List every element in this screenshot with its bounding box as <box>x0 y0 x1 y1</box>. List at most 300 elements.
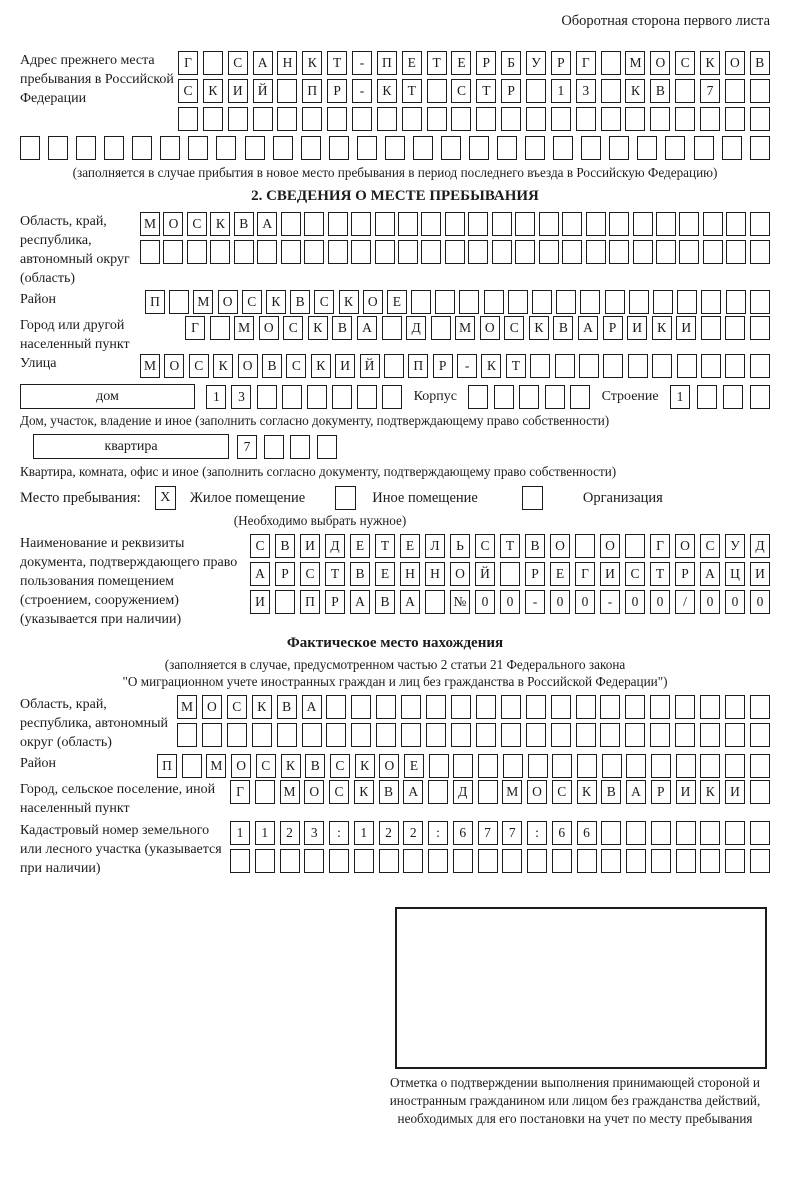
char-cell[interactable] <box>526 107 546 131</box>
char-cell[interactable] <box>478 754 498 778</box>
char-cell[interactable]: Р <box>433 354 453 378</box>
char-cell[interactable] <box>577 849 597 873</box>
house-number-boxes[interactable] <box>206 385 402 409</box>
char-cell[interactable]: Р <box>551 51 571 75</box>
char-cell[interactable] <box>750 754 770 778</box>
char-cell[interactable] <box>701 290 721 314</box>
char-cell[interactable]: 1 <box>354 821 374 845</box>
char-cell[interactable]: К <box>203 79 223 103</box>
char-cell[interactable] <box>468 385 488 409</box>
char-cell[interactable]: У <box>725 534 745 558</box>
char-cell[interactable]: О <box>231 754 251 778</box>
char-cell[interactable]: Т <box>325 562 345 586</box>
char-cell[interactable] <box>398 240 418 264</box>
char-cell[interactable] <box>413 136 433 160</box>
char-cell[interactable]: К <box>529 316 549 340</box>
char-cell[interactable]: А <box>403 780 423 804</box>
char-cell[interactable] <box>234 240 254 264</box>
char-cell[interactable]: М <box>140 354 160 378</box>
char-cell[interactable] <box>626 754 646 778</box>
char-cell[interactable] <box>726 290 746 314</box>
char-cell[interactable] <box>528 754 548 778</box>
char-cell[interactable] <box>650 695 670 719</box>
char-cell[interactable] <box>552 754 572 778</box>
actual-district-row[interactable] <box>157 754 770 778</box>
char-cell[interactable]: 1 <box>255 821 275 845</box>
document-row-2[interactable] <box>250 562 770 586</box>
char-cell[interactable]: 1 <box>206 385 226 409</box>
char-cell[interactable]: 1 <box>551 79 571 103</box>
char-cell[interactable] <box>725 79 745 103</box>
char-cell[interactable] <box>230 849 250 873</box>
char-cell[interactable] <box>451 723 471 747</box>
char-cell[interactable]: О <box>480 316 500 340</box>
char-cell[interactable] <box>351 695 371 719</box>
char-cell[interactable]: А <box>357 316 377 340</box>
char-cell[interactable] <box>651 821 671 845</box>
char-cell[interactable] <box>132 136 152 160</box>
char-cell[interactable]: Н <box>425 562 445 586</box>
char-cell[interactable] <box>675 695 695 719</box>
document-row-3[interactable] <box>250 590 770 614</box>
char-cell[interactable]: Т <box>402 79 422 103</box>
char-cell[interactable] <box>427 107 447 131</box>
char-cell[interactable]: С <box>504 316 524 340</box>
char-cell[interactable] <box>633 240 653 264</box>
char-cell[interactable] <box>725 354 745 378</box>
char-cell[interactable] <box>576 723 596 747</box>
char-cell[interactable] <box>750 849 770 873</box>
char-cell[interactable] <box>257 240 277 264</box>
char-cell[interactable] <box>750 212 770 236</box>
char-cell[interactable] <box>277 107 297 131</box>
char-cell[interactable] <box>492 212 512 236</box>
char-cell[interactable] <box>625 107 645 131</box>
char-cell[interactable]: Т <box>476 79 496 103</box>
char-cell[interactable]: М <box>234 316 254 340</box>
char-cell[interactable] <box>290 435 310 459</box>
char-cell[interactable]: № <box>450 590 470 614</box>
char-cell[interactable]: П <box>408 354 428 378</box>
char-cell[interactable]: В <box>375 590 395 614</box>
char-cell[interactable]: С <box>675 51 695 75</box>
char-cell[interactable]: А <box>250 562 270 586</box>
char-cell[interactable]: И <box>676 316 696 340</box>
char-cell[interactable] <box>329 136 349 160</box>
char-cell[interactable] <box>556 290 576 314</box>
char-cell[interactable] <box>539 212 559 236</box>
char-cell[interactable]: Г <box>575 562 595 586</box>
char-cell[interactable] <box>679 240 699 264</box>
char-cell[interactable]: Е <box>451 51 471 75</box>
char-cell[interactable] <box>351 240 371 264</box>
char-cell[interactable] <box>650 107 670 131</box>
char-cell[interactable] <box>581 136 601 160</box>
char-cell[interactable] <box>328 240 348 264</box>
char-cell[interactable] <box>609 212 629 236</box>
char-cell[interactable]: - <box>525 590 545 614</box>
char-cell[interactable] <box>178 107 198 131</box>
char-cell[interactable]: П <box>157 754 177 778</box>
char-cell[interactable] <box>245 136 265 160</box>
char-cell[interactable]: С <box>329 780 349 804</box>
char-cell[interactable] <box>492 240 512 264</box>
char-cell[interactable]: К <box>281 754 301 778</box>
char-cell[interactable] <box>304 849 324 873</box>
char-cell[interactable] <box>555 354 575 378</box>
char-cell[interactable] <box>429 754 449 778</box>
char-cell[interactable] <box>726 240 746 264</box>
char-cell[interactable]: И <box>725 780 745 804</box>
char-cell[interactable]: Р <box>675 562 695 586</box>
char-cell[interactable]: К <box>652 316 672 340</box>
char-cell[interactable] <box>750 290 770 314</box>
char-cell[interactable]: А <box>578 316 598 340</box>
char-cell[interactable] <box>519 385 539 409</box>
char-cell[interactable] <box>459 290 479 314</box>
char-cell[interactable]: Т <box>375 534 395 558</box>
char-cell[interactable] <box>326 695 346 719</box>
char-cell[interactable] <box>203 51 223 75</box>
char-cell[interactable]: В <box>525 534 545 558</box>
char-cell[interactable]: О <box>650 51 670 75</box>
char-cell[interactable] <box>421 240 441 264</box>
char-cell[interactable]: Д <box>406 316 426 340</box>
char-cell[interactable] <box>304 212 324 236</box>
char-cell[interactable] <box>352 107 372 131</box>
char-cell[interactable] <box>677 290 697 314</box>
char-cell[interactable] <box>527 849 547 873</box>
char-cell[interactable] <box>725 849 745 873</box>
char-cell[interactable]: 1 <box>670 385 690 409</box>
char-cell[interactable] <box>576 695 596 719</box>
char-cell[interactable] <box>626 821 646 845</box>
char-cell[interactable]: Т <box>500 534 520 558</box>
char-cell[interactable]: Т <box>427 51 447 75</box>
char-cell[interactable] <box>255 849 275 873</box>
char-cell[interactable] <box>626 849 646 873</box>
char-cell[interactable]: Г <box>178 51 198 75</box>
char-cell[interactable] <box>421 212 441 236</box>
char-cell[interactable]: Ь <box>450 534 470 558</box>
char-cell[interactable] <box>377 107 397 131</box>
char-cell[interactable] <box>633 212 653 236</box>
char-cell[interactable] <box>609 136 629 160</box>
char-cell[interactable] <box>357 136 377 160</box>
char-cell[interactable] <box>411 290 431 314</box>
char-cell[interactable] <box>428 849 448 873</box>
char-cell[interactable] <box>750 780 770 804</box>
char-cell[interactable]: А <box>400 590 420 614</box>
char-cell[interactable]: Р <box>325 590 345 614</box>
char-cell[interactable] <box>508 290 528 314</box>
char-cell[interactable] <box>317 435 337 459</box>
char-cell[interactable]: К <box>377 79 397 103</box>
char-cell[interactable]: М <box>502 780 522 804</box>
char-cell[interactable] <box>551 723 571 747</box>
char-cell[interactable]: М <box>280 780 300 804</box>
char-cell[interactable]: 0 <box>575 590 595 614</box>
char-cell[interactable]: Ц <box>725 562 745 586</box>
char-cell[interactable] <box>426 695 446 719</box>
char-cell[interactable] <box>252 723 272 747</box>
char-cell[interactable] <box>656 212 676 236</box>
actual-region-row-2[interactable] <box>177 723 770 747</box>
char-cell[interactable] <box>700 821 720 845</box>
char-cell[interactable] <box>163 240 183 264</box>
char-cell[interactable] <box>725 107 745 131</box>
char-cell[interactable]: С <box>314 290 334 314</box>
char-cell[interactable] <box>277 79 297 103</box>
char-cell[interactable]: О <box>725 51 745 75</box>
char-cell[interactable]: С <box>330 754 350 778</box>
char-cell[interactable]: К <box>354 780 374 804</box>
prev-address-row-2[interactable] <box>178 79 770 103</box>
char-cell[interactable] <box>428 780 448 804</box>
char-cell[interactable]: В <box>350 562 370 586</box>
char-cell[interactable]: А <box>253 51 273 75</box>
char-cell[interactable]: В <box>275 534 295 558</box>
char-cell[interactable] <box>665 136 685 160</box>
char-cell[interactable] <box>453 849 473 873</box>
char-cell[interactable]: В <box>290 290 310 314</box>
char-cell[interactable] <box>700 723 720 747</box>
char-cell[interactable] <box>426 723 446 747</box>
char-cell[interactable]: И <box>250 590 270 614</box>
char-cell[interactable] <box>651 754 671 778</box>
char-cell[interactable] <box>703 240 723 264</box>
char-cell[interactable] <box>264 435 284 459</box>
char-cell[interactable]: К <box>266 290 286 314</box>
char-cell[interactable] <box>402 107 422 131</box>
char-cell[interactable] <box>750 723 770 747</box>
char-cell[interactable]: П <box>300 590 320 614</box>
char-cell[interactable]: П <box>302 79 322 103</box>
char-cell[interactable] <box>600 695 620 719</box>
char-cell[interactable]: М <box>193 290 213 314</box>
char-cell[interactable]: А <box>350 590 370 614</box>
char-cell[interactable] <box>601 849 621 873</box>
char-cell[interactable] <box>445 212 465 236</box>
char-cell[interactable] <box>478 780 498 804</box>
char-cell[interactable] <box>576 107 596 131</box>
char-cell[interactable]: М <box>206 754 226 778</box>
char-cell[interactable] <box>675 107 695 131</box>
cadastral-row-1[interactable] <box>230 821 770 845</box>
char-cell[interactable] <box>216 136 236 160</box>
char-cell[interactable]: Б <box>501 51 521 75</box>
char-cell[interactable] <box>451 695 471 719</box>
char-cell[interactable]: С <box>625 562 645 586</box>
char-cell[interactable] <box>403 849 423 873</box>
char-cell[interactable]: 0 <box>625 590 645 614</box>
char-cell[interactable] <box>750 354 770 378</box>
char-cell[interactable]: 0 <box>500 590 520 614</box>
char-cell[interactable] <box>398 212 418 236</box>
char-cell[interactable] <box>677 354 697 378</box>
char-cell[interactable]: С <box>242 290 262 314</box>
char-cell[interactable] <box>530 354 550 378</box>
char-cell[interactable]: 7 <box>237 435 257 459</box>
char-cell[interactable]: - <box>600 590 620 614</box>
char-cell[interactable] <box>401 723 421 747</box>
char-cell[interactable]: Е <box>550 562 570 586</box>
char-cell[interactable] <box>104 136 124 160</box>
char-cell[interactable]: С <box>256 754 276 778</box>
char-cell[interactable] <box>675 723 695 747</box>
apartment-boxes[interactable] <box>237 435 337 459</box>
char-cell[interactable]: А <box>257 212 277 236</box>
char-cell[interactable] <box>478 849 498 873</box>
char-cell[interactable]: И <box>676 780 696 804</box>
char-cell[interactable] <box>629 290 649 314</box>
char-cell[interactable] <box>625 534 645 558</box>
char-cell[interactable] <box>676 821 696 845</box>
char-cell[interactable]: О <box>259 316 279 340</box>
char-cell[interactable]: О <box>379 754 399 778</box>
char-cell[interactable] <box>76 136 96 160</box>
char-cell[interactable]: В <box>379 780 399 804</box>
char-cell[interactable] <box>210 240 230 264</box>
char-cell[interactable] <box>750 107 770 131</box>
char-cell[interactable] <box>551 695 571 719</box>
char-cell[interactable] <box>562 240 582 264</box>
char-cell[interactable] <box>281 212 301 236</box>
char-cell[interactable]: Н <box>277 51 297 75</box>
char-cell[interactable] <box>469 136 489 160</box>
char-cell[interactable] <box>570 385 590 409</box>
char-cell[interactable] <box>357 385 377 409</box>
char-cell[interactable]: В <box>234 212 254 236</box>
char-cell[interactable] <box>301 136 321 160</box>
char-cell[interactable] <box>653 290 673 314</box>
char-cell[interactable] <box>580 290 600 314</box>
char-cell[interactable] <box>526 79 546 103</box>
char-cell[interactable]: С <box>475 534 495 558</box>
region-row-2[interactable] <box>140 240 770 264</box>
char-cell[interactable] <box>468 240 488 264</box>
char-cell[interactable]: К <box>311 354 331 378</box>
char-cell[interactable]: О <box>238 354 258 378</box>
char-cell[interactable]: Е <box>375 562 395 586</box>
char-cell[interactable]: В <box>601 780 621 804</box>
char-cell[interactable] <box>253 107 273 131</box>
char-cell[interactable]: Г <box>185 316 205 340</box>
char-cell[interactable] <box>302 723 322 747</box>
char-cell[interactable] <box>304 240 324 264</box>
char-cell[interactable]: П <box>377 51 397 75</box>
char-cell[interactable] <box>281 240 301 264</box>
char-cell[interactable]: Е <box>402 51 422 75</box>
char-cell[interactable] <box>750 79 770 103</box>
char-cell[interactable]: С <box>283 316 303 340</box>
char-cell[interactable]: Е <box>404 754 424 778</box>
char-cell[interactable]: : <box>428 821 448 845</box>
prev-address-row-1[interactable] <box>178 51 770 75</box>
char-cell[interactable]: С <box>451 79 471 103</box>
char-cell[interactable]: И <box>750 562 770 586</box>
char-cell[interactable] <box>650 723 670 747</box>
char-cell[interactable]: 3 <box>304 821 324 845</box>
char-cell[interactable] <box>515 240 535 264</box>
char-cell[interactable]: В <box>332 316 352 340</box>
char-cell[interactable] <box>601 107 621 131</box>
char-cell[interactable] <box>501 107 521 131</box>
char-cell[interactable]: 7 <box>700 79 720 103</box>
char-cell[interactable]: Р <box>327 79 347 103</box>
char-cell[interactable] <box>700 695 720 719</box>
char-cell[interactable]: 7 <box>478 821 498 845</box>
char-cell[interactable]: В <box>650 79 670 103</box>
char-cell[interactable]: К <box>210 212 230 236</box>
char-cell[interactable] <box>376 723 396 747</box>
char-cell[interactable] <box>494 385 514 409</box>
char-cell[interactable]: 1 <box>230 821 250 845</box>
char-cell[interactable]: А <box>302 695 322 719</box>
char-cell[interactable]: Й <box>360 354 380 378</box>
char-cell[interactable] <box>375 240 395 264</box>
char-cell[interactable]: М <box>455 316 475 340</box>
char-cell[interactable] <box>277 723 297 747</box>
char-cell[interactable] <box>445 240 465 264</box>
char-cell[interactable]: Й <box>253 79 273 103</box>
char-cell[interactable] <box>307 385 327 409</box>
char-cell[interactable]: Е <box>400 534 420 558</box>
char-cell[interactable]: Д <box>325 534 345 558</box>
char-cell[interactable] <box>302 107 322 131</box>
char-cell[interactable] <box>382 385 402 409</box>
char-cell[interactable] <box>379 849 399 873</box>
char-cell[interactable]: Г <box>650 534 670 558</box>
char-cell[interactable] <box>328 212 348 236</box>
char-cell[interactable] <box>553 136 573 160</box>
char-cell[interactable] <box>750 240 770 264</box>
char-cell[interactable] <box>652 354 672 378</box>
char-cell[interactable]: К <box>700 780 720 804</box>
char-cell[interactable]: К <box>577 780 597 804</box>
char-cell[interactable] <box>354 849 374 873</box>
char-cell[interactable] <box>503 754 523 778</box>
char-cell[interactable] <box>602 754 622 778</box>
actual-city-row[interactable] <box>230 780 770 804</box>
char-cell[interactable]: У <box>526 51 546 75</box>
char-cell[interactable]: 0 <box>700 590 720 614</box>
char-cell[interactable]: М <box>177 695 197 719</box>
char-cell[interactable] <box>177 723 197 747</box>
char-cell[interactable] <box>651 849 671 873</box>
char-cell[interactable]: / <box>675 590 695 614</box>
char-cell[interactable] <box>679 212 699 236</box>
char-cell[interactable]: С <box>228 51 248 75</box>
char-cell[interactable] <box>697 385 717 409</box>
char-cell[interactable] <box>562 212 582 236</box>
char-cell[interactable]: Д <box>453 780 473 804</box>
cadastral-row-2[interactable] <box>230 849 770 873</box>
char-cell[interactable] <box>725 316 745 340</box>
char-cell[interactable] <box>515 212 535 236</box>
char-cell[interactable]: : <box>329 821 349 845</box>
street-row[interactable] <box>140 354 770 378</box>
char-cell[interactable] <box>625 695 645 719</box>
prev-address-row-4[interactable] <box>20 136 770 160</box>
char-cell[interactable] <box>601 821 621 845</box>
char-cell[interactable]: В <box>305 754 325 778</box>
char-cell[interactable] <box>551 107 571 131</box>
char-cell[interactable]: И <box>627 316 647 340</box>
char-cell[interactable]: М <box>625 51 645 75</box>
char-cell[interactable]: О <box>164 354 184 378</box>
char-cell[interactable] <box>501 723 521 747</box>
